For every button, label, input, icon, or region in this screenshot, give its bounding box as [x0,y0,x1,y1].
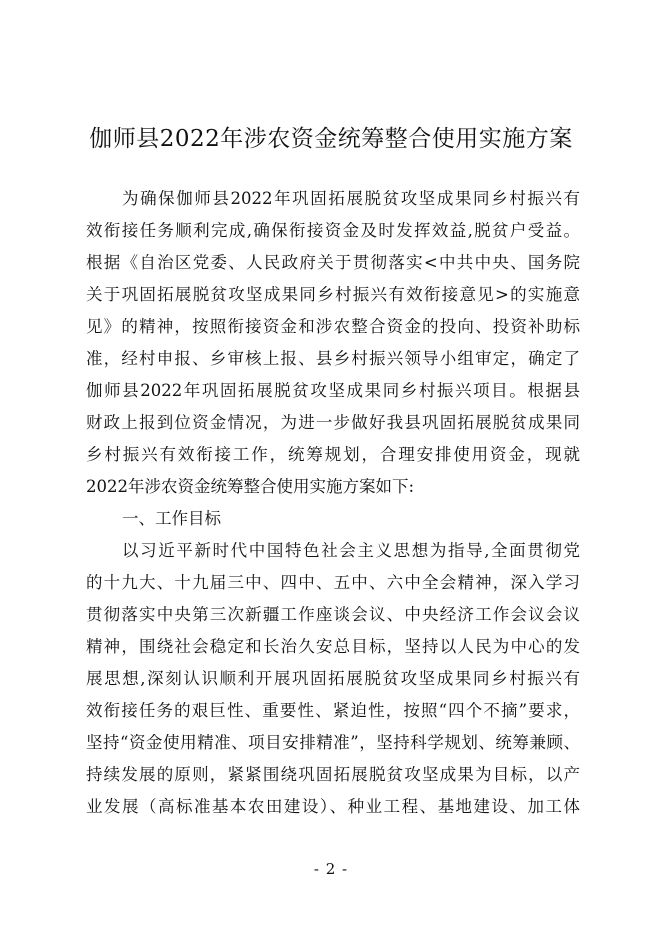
document-title: 伽师县2022年涉农资金统筹整合使用实施方案 [89,126,573,152]
paragraph-line: 展思想,深刻认识顺利开展巩固拓展脱贫攻坚成果同乡村振兴有 [86,669,580,688]
paragraph-line: 2022年涉农资金统筹整合使用实施方案如下: [86,477,415,496]
page-number: - 2 - [313,860,349,878]
paragraph-line: 贯彻落实中央第三次新疆工作座谈会议、中央经济工作会议会议 [86,605,580,624]
paragraph-line: 为确保伽师县2022年巩固拓展脱贫攻坚成果同乡村振兴有 [122,189,580,208]
paragraph-line: 坚持“资金使用精准、项目安排精准”，坚持科学规划、统筹兼顾、 [86,733,580,752]
paragraph-line: 的十九大、十九届三中、四中、五中、六中全会精神，深入学习 [86,573,580,592]
paragraph-line: 精神，围绕社会稳定和长治久安总目标，坚持以人民为中心的发 [86,637,580,656]
paragraph-line: 关于巩固拓展脱贫攻坚成果同乡村振兴有效衔接意见>的实施意 [86,285,580,304]
paragraph-line: 业发展（高标准基本农田建设）、种业工程、基地建设、加工体 [86,797,580,816]
paragraph-line: 见》的精神，按照衔接资金和涉农整合资金的投向、投资补助标 [86,317,580,336]
paragraph-line: 伽师县2022年巩固拓展脱贫攻坚成果同乡村振兴项目。根据县 [86,381,580,400]
paragraph-line: 效衔接任务的艰巨性、重要性、紧迫性，按照“四个不摘”要求， [86,701,580,720]
document-body [86,183,580,823]
paragraph-line: 乡村振兴有效衔接工作，统筹规划，合理安排使用资金，现就 [86,445,580,464]
paragraph-line: 根据《自治区党委、人民政府关于贯彻落实<中共中央、国务院 [86,253,580,272]
paragraph-line: 准，经村申报、乡审核上报、县乡村振兴领导小组审定，确定了 [86,349,580,368]
paragraph-line: 财政上报到位资金情况，为进一步做好我县巩固拓展脱贫成果同 [86,413,580,432]
paragraph-line: 效衔接任务顺利完成,确保衔接资金及时发挥效益,脱贫户受益。 [86,221,580,240]
paragraph-line: 以习近平新时代中国特色社会主义思想为指导,全面贯彻党 [122,541,580,560]
paragraph-line: 持续发展的原则，紧紧围绕巩固拓展脱贫攻坚成果为目标，以产 [86,765,580,784]
section-heading: 一、工作目标 [122,509,221,528]
